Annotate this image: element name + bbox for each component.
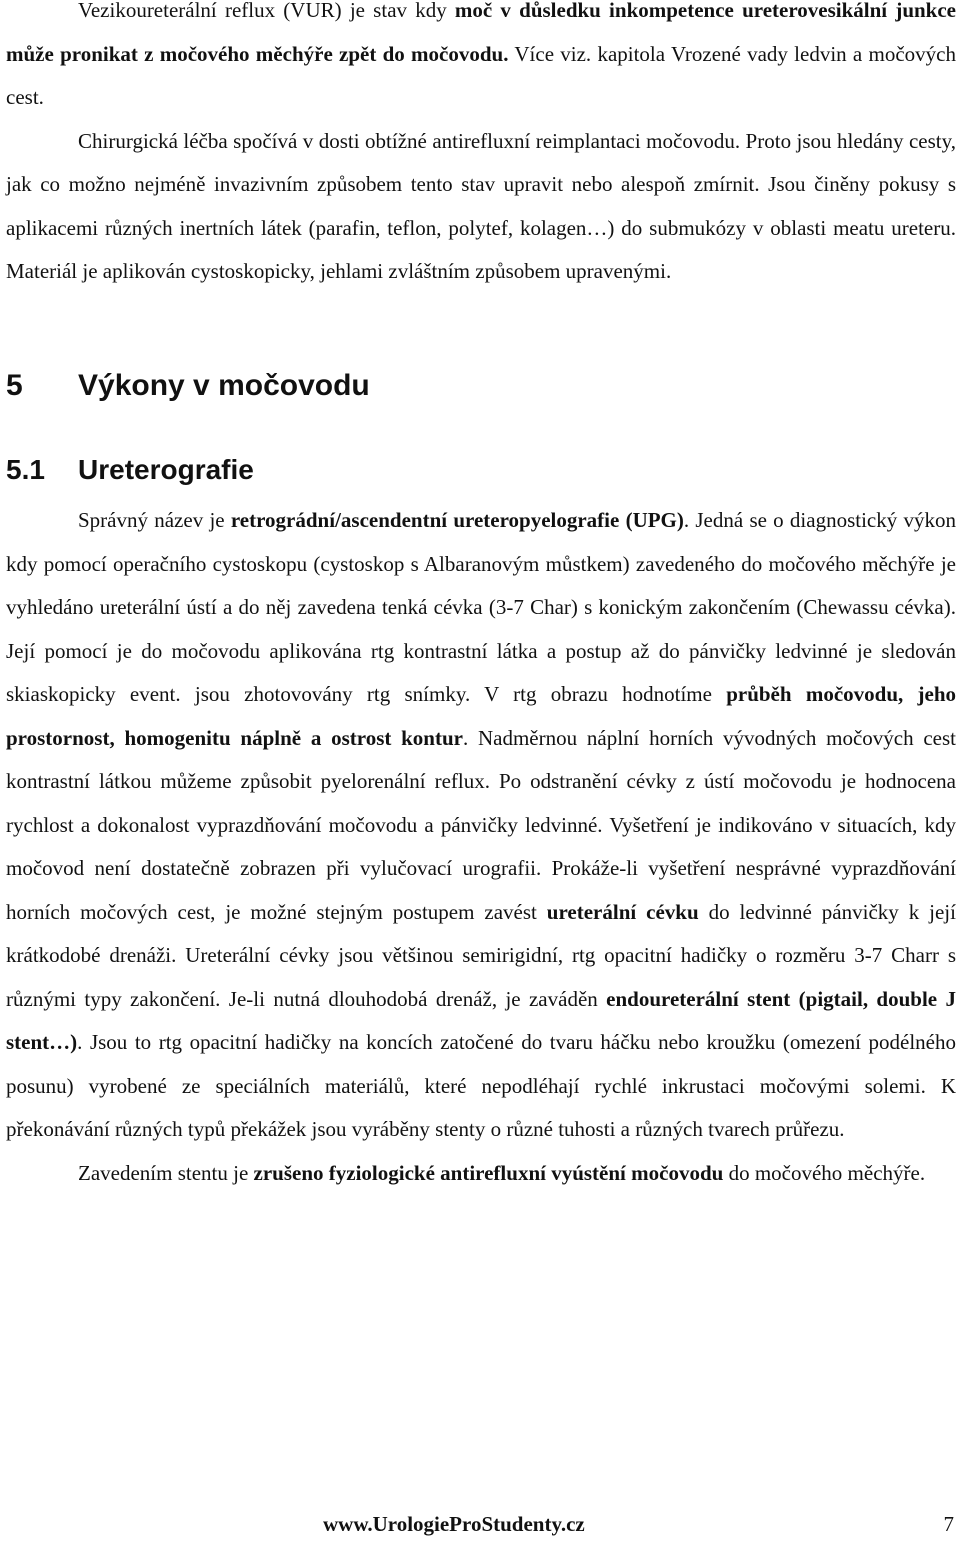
- section-title: Výkony v močovodu: [78, 369, 370, 402]
- text-run: Vezikoureterální reflux (VUR) je stav kdy: [78, 0, 455, 22]
- section-heading: [6, 369, 370, 403]
- text-run: do močového měchýře.: [723, 1160, 926, 1185]
- bold-text: retrográdní/ascendentní ureteropyelografie (UPG): [230, 508, 684, 532]
- text-run: do ledvinné pánvičky k její krátkodobé drenáži. Ureterální cévky jsou většinou semirigidní, rtg opacitní hadičky o rozměru 3-7 Charr s různými typy zakončení. Je-li nutná dlouhodobá drenáž, je zaváděn: [6, 899, 956, 1011]
- text-run: Zavedením stentu je: [78, 1160, 254, 1185]
- text-run: Více viz. kapitola Vrozené vady ledvin a močových cest.: [6, 41, 956, 109]
- section-number: 5: [6, 369, 23, 402]
- paragraph-upg: [6, 499, 956, 1152]
- text-run: . Jedná se o diagnostický výkon kdy pomocí operačního cystoskopu (cystoskop s Albaranovým můstkem) zavedeného do močového měchýře je vyhledáno ureterální ústí a do něj zavedena tenká cévka (3-7 Char) s konickým zakončením (Chewassu cévka). Její pomocí je do močovodu aplikována rtg kontrastní látka a postup až do pánvičky ledvinné je sledován skiaskopicky event. jsou zhotovovány rtg snímky. V rtg obrazu hodnotíme: [6, 508, 956, 706]
- bold-text: endoureterální stent (pigtail, double J stent…): [6, 986, 957, 1054]
- text-run: . Nadměrnou náplní horních vývodných močových cest kontrastní látkou můžeme způsobit pyelorenální reflux. Po odstranění cévky z ústí močovodu je hodnocena rychlost a dokonalost vyprazdňování močovodu a pánvičky ledvinné. Vyšetření je indikováno v situacích, kdy močovod není dostatečně zobrazen při vylučovací urografii. Prokáže-li vyšetření nesprávné vyprazdňování horních močových cest, je možné stejným postupem zavést: [6, 725, 956, 924]
- bold-text: průběh močovodu, jeho prostornost, homogenitu náplně a ostrost kontur: [6, 682, 956, 750]
- text-block-ureterography: [6, 499, 956, 1195]
- text-block-intro: [6, 0, 956, 294]
- paragraph-surgery: Chirurgická léčba spočívá v dosti obtížné antirefluxní reimplantaci močovodu. Proto jsou hledány cesty, jak co možno nejméně invazivním způsobem tento stav upravit nebo alespoň zmírnit. Jsou činěny pokusy s aplikacemi různých inertních látek (parafin, teflon, polytef, kolagen…) do submukózy v oblasti meatu ureteru. Materiál je aplikován cystoskopicky, jehlami zvláštním způsobem upravenými.: [6, 128, 956, 283]
- subsection-title: Ureterografie: [78, 454, 254, 485]
- paragraph-stent: [6, 1152, 956, 1196]
- footer-website: www.UrologieProStudenty.cz: [323, 1512, 585, 1536]
- paragraph-vur: [6, 0, 956, 120]
- subsection-number: 5.1: [6, 454, 45, 485]
- page-number: 7: [943, 1512, 954, 1536]
- page-footer: [0, 1512, 960, 1542]
- text-run: . Jsou to rtg opacitní hadičky na koncích zatočené do tvaru háčku nebo kroužku (omezení podélného posunu) vyrobené ze speciálních materiálů, které nepodléhají rychlé inkrustaci močovými solemi. K překonávání různých typů překážek jsou vyráběny stenty o různé tuhosti a různých tvarech průřezu.: [6, 1030, 956, 1141]
- text-run: Správný název je: [78, 508, 231, 532]
- bold-text: ureterální cévku: [546, 899, 699, 924]
- bold-text: moč v důsledku inkompetence ureterovesikální junkce může pronikat z močového měchýře zpět do močovodu.: [6, 0, 956, 66]
- bold-text: zrušeno fyziologické antirefluxní vyústění močovodu: [253, 1160, 724, 1185]
- subsection-heading: [6, 454, 254, 486]
